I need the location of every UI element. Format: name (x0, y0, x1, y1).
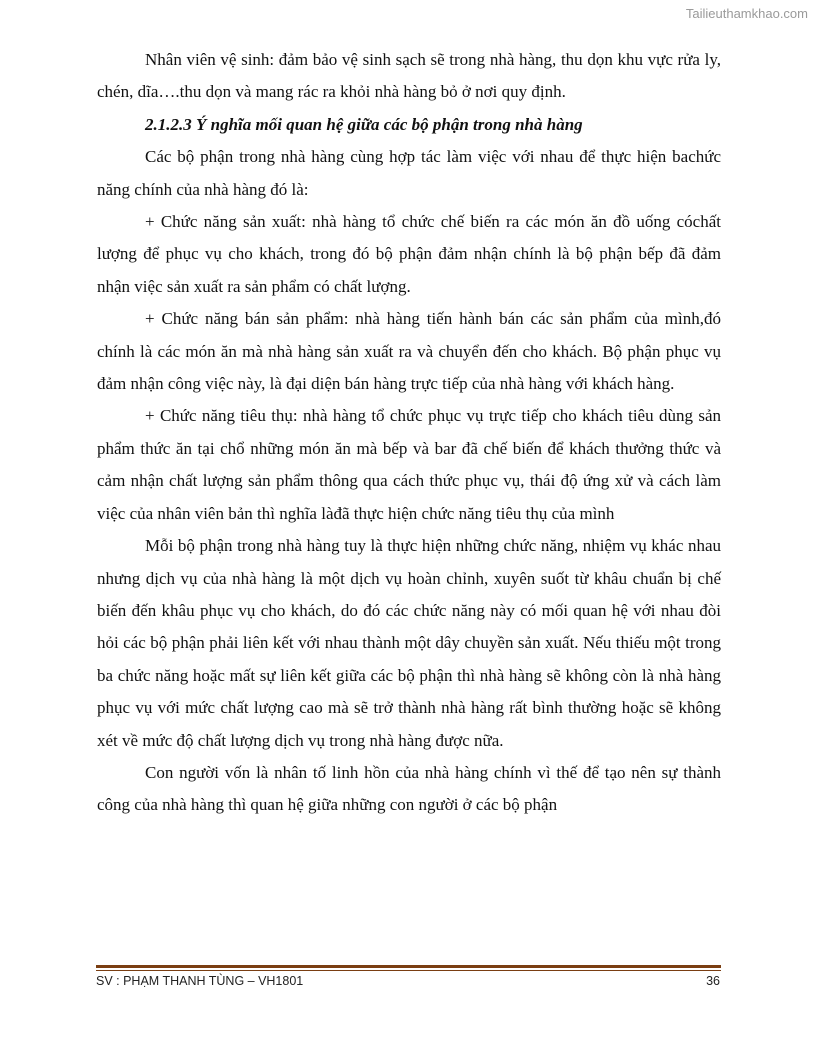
footer-divider-thick (96, 965, 721, 968)
page-number: 36 (706, 974, 720, 988)
watermark: Tailieuthamkhao.com (685, 6, 808, 21)
section-heading: 2.1.2.3 Ý nghĩa mối quan hệ giữa các bộ phận trong nhà hàng (145, 114, 583, 134)
paragraph-production-function: + Chức năng sản xuất: nhà hàng tổ chức chế biến ra các món ăn đồ uống cóchất lượng để phục vụ cho khách, trong đó bộ phận đảm nhận chính là bộ phận bếp đã đảm nhận việc sản xuất ra sản phẩm có chất lượng. (97, 212, 721, 296)
footer-author: SV : PHẠM THANH TÙNG – VH1801 (96, 974, 304, 988)
footer-divider-thin (96, 970, 721, 971)
paragraph-cleaning-staff: Nhân viên vệ sinh: đảm bảo vệ sinh sạch sẽ trong nhà hàng, thu dọn khu vực rửa ly, chén, dĩa….thu dọn và mang rác ra khỏi nhà hàng bỏ ở nơi quy định. (97, 50, 721, 102)
paragraph-people: Con người vốn là nhân tố linh hồn của nhà hàng chính vì thế để tạo nên sự thành công của nhà hàng thì quan hệ giữa những con người ở các bộ phận (97, 762, 721, 815)
body-text (97, 44, 721, 822)
paragraph-cooperation: Các bộ phận trong nhà hàng cùng hợp tác làm việc với nhau để thực hiện bachức năng chính của nhà hàng đó là: (97, 147, 721, 199)
paragraph-sales-function: + Chức năng bán sản phẩm: nhà hàng tiến hành bán các sản phẩm của mình,đó chính là các món ăn mà nhà hàng sản xuất ra và chuyển đến cho khách. Bộ phận phục vụ đảm nhận công việc này, là đại diện bán hàng trực tiếp của nhà hàng với khách hàng. (97, 309, 721, 394)
paragraph-relationship: Mỗi bộ phận trong nhà hàng tuy là thực hiện những chức năng, nhiệm vụ khác nhau nhưng dịch vụ của nhà hàng là một dịch vụ hoàn chỉnh, xuyên suốt từ khâu chuẩn bị chế biến đến khâu phục vụ cho khách, do đó các chức năng này có mối quan hệ với nhau đòi hỏi các bộ phận phải liên kết với nhau thành một dây chuyền sản xuất. Nếu thiếu một trong ba chức năng hoặc mất sự liên kết giữa các bộ phận thì nhà hàng sẽ không còn là nhà hàng phục vụ với mức chất lượng cao mà sẽ trở thành nhà hàng rất bình thường hoặc sẽ không xét về mức độ chất lượng dịch vụ trong nhà hàng được nữa. (97, 536, 721, 750)
paragraph-consumption-function: + Chức năng tiêu thụ: nhà hàng tổ chức phục vụ trực tiếp cho khách tiêu dùng sản phẩm thức ăn tại chổ những món ăn mà bếp và bar đã chế biến để khách thưởng thức và cảm nhận chất lượng sản phẩm thông qua cách thức phục vụ, thái độ ứng xử và cách làm việc của nhân viên bản thì nghĩa làđã thực hiện chức năng tiêu thụ của mình (97, 406, 721, 523)
